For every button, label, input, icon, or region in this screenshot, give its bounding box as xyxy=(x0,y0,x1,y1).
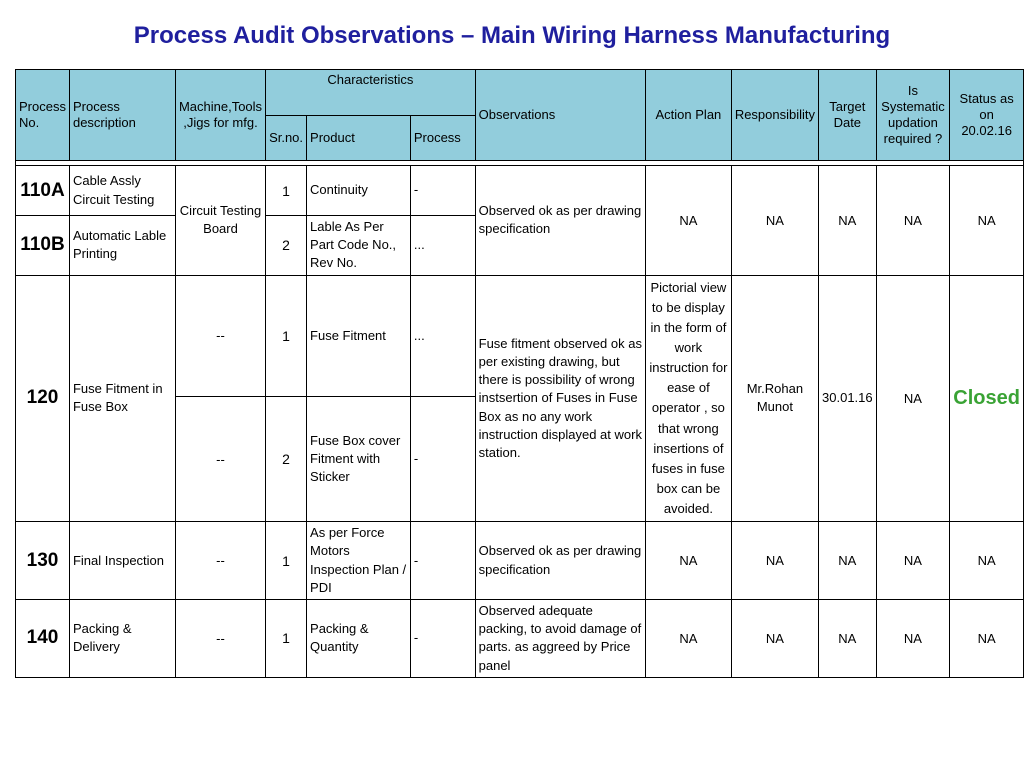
product-140: Packing & Quantity xyxy=(307,600,411,678)
observation-120: Fuse fitment observed ok as per existing drawing, but there is possibility of wrong instsertion of Fuses in Fuse Box as no any work instruction displayed at work station. xyxy=(475,275,645,522)
status-140: NA xyxy=(950,600,1024,678)
process-no-120: 120 xyxy=(16,275,70,522)
process-desc-110b: Automatic Lable Printing xyxy=(69,216,175,276)
srno-110-1: 1 xyxy=(266,166,307,216)
observation-130: Observed ok as per drawing specification xyxy=(475,522,645,600)
header-row xyxy=(16,70,1024,116)
header-characteristics: Characteristics xyxy=(266,70,476,116)
process-no-110a: 110A xyxy=(16,166,70,216)
process-desc-130: Final Inspection xyxy=(69,522,175,600)
header-status: Status as on 20.02.16 xyxy=(950,70,1024,161)
process-120-1: ... xyxy=(410,275,475,396)
page-title: Process Audit Observations – Main Wiring Harness Manufacturing xyxy=(133,22,891,49)
machine-130: -- xyxy=(175,522,265,600)
product-130: As per Force Motors Inspection Plan / PDI xyxy=(307,522,411,600)
target-110: NA xyxy=(819,166,877,276)
header-responsibility: Responsibility xyxy=(731,70,818,161)
table-row-110a xyxy=(16,166,1024,216)
process-110-1: - xyxy=(410,166,475,216)
header-machine: Machine,Tools ,Jigs for mfg. xyxy=(175,70,265,161)
audit-table xyxy=(15,69,1024,678)
header-systematic: Is Systematic updation required ? xyxy=(876,70,950,161)
srno-130: 1 xyxy=(266,522,307,600)
process-desc-140: Packing & Delivery xyxy=(69,600,175,678)
process-no-110b: 110B xyxy=(16,216,70,276)
systematic-140: NA xyxy=(876,600,950,678)
observation-110: Observed ok as per drawing specification xyxy=(475,166,645,276)
systematic-110: NA xyxy=(876,166,950,276)
header-srno: Sr.no. xyxy=(266,116,307,161)
responsibility-110: NA xyxy=(731,166,818,276)
target-140: NA xyxy=(819,600,877,678)
status-110: NA xyxy=(950,166,1024,276)
process-110-2: ... xyxy=(410,216,475,276)
header-process-no: Process No. xyxy=(16,70,70,161)
machine-140: -- xyxy=(175,600,265,678)
process-no-140: 140 xyxy=(16,600,70,678)
process-desc-110a: Cable Assly Circuit Testing xyxy=(69,166,175,216)
action-120: Pictorial view to be display in the form of work instruction for ease of operator , so that wrong insertions of fuses in fuse box can be avoided. xyxy=(646,275,732,522)
action-130: NA xyxy=(646,522,732,600)
process-120-2: - xyxy=(410,396,475,521)
product-110-1: Continuity xyxy=(307,166,411,216)
table-row-120 xyxy=(16,275,1024,396)
process-no-130: 130 xyxy=(16,522,70,600)
srno-110-2: 2 xyxy=(266,216,307,276)
process-140: - xyxy=(410,600,475,678)
srno-140: 1 xyxy=(266,600,307,678)
observation-140: Observed adequate packing, to avoid damage of parts. as aggreed by Price panel xyxy=(475,600,645,678)
target-120: 30.01.16 xyxy=(819,275,877,522)
systematic-130: NA xyxy=(876,522,950,600)
header-process-description: Process description xyxy=(69,70,175,161)
action-110: NA xyxy=(646,166,732,276)
header-target-date: Target Date xyxy=(819,70,877,161)
systematic-120: NA xyxy=(876,275,950,522)
status-120-closed: Closed xyxy=(950,275,1024,522)
responsibility-120: Mr.Rohan Munot xyxy=(731,275,818,522)
product-120-1: Fuse Fitment xyxy=(307,275,411,396)
header-observations: Observations xyxy=(475,70,645,161)
header-action-plan: Action Plan xyxy=(646,70,732,161)
target-130: NA xyxy=(819,522,877,600)
status-130: NA xyxy=(950,522,1024,600)
header-product: Product xyxy=(307,116,411,161)
product-120-2: Fuse Box cover Fitment with Sticker xyxy=(307,396,411,521)
srno-120-2: 2 xyxy=(266,396,307,521)
header-process: Process xyxy=(410,116,475,161)
machine-110: Circuit Testing Board xyxy=(175,166,265,276)
table-row-140 xyxy=(16,600,1024,678)
process-130: - xyxy=(410,522,475,600)
process-desc-120: Fuse Fitment in Fuse Box xyxy=(69,275,175,522)
responsibility-130: NA xyxy=(731,522,818,600)
machine-120-2: -- xyxy=(175,396,265,521)
table-row-130 xyxy=(16,522,1024,600)
responsibility-140: NA xyxy=(731,600,818,678)
srno-120-1: 1 xyxy=(266,275,307,396)
machine-120-1: -- xyxy=(175,275,265,396)
action-140: NA xyxy=(646,600,732,678)
product-110-2: Lable As Per Part Code No., Rev No. xyxy=(307,216,411,276)
